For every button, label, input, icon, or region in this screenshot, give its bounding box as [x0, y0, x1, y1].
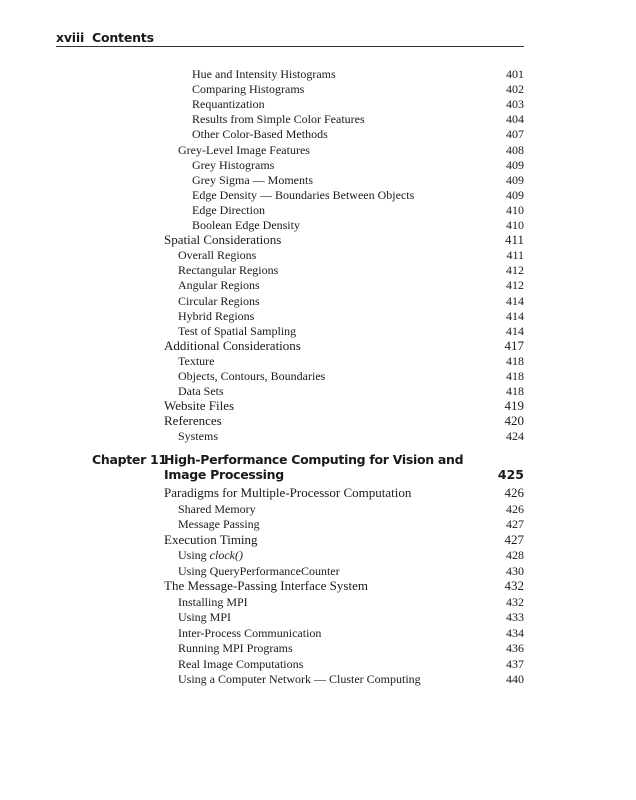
toc-entry-title: Texture	[178, 353, 215, 368]
toc-entry	[178, 640, 524, 656]
toc-entry-page: 410	[506, 218, 524, 232]
toc-entry-title: Boolean Edge Density	[192, 218, 300, 232]
toc-entry-title: Objects, Contours, Boundaries	[178, 369, 326, 383]
toc-entry	[178, 277, 524, 293]
toc-entry-title: Test of Spatial Sampling	[178, 323, 297, 338]
toc-entry-page: 419	[504, 398, 524, 414]
toc-entry-title: The Message-Passing Interface System	[164, 578, 368, 593]
toc-entry-title: Using clock()	[178, 548, 243, 562]
toc-entry	[164, 413, 524, 429]
toc-entry	[178, 142, 524, 158]
toc-entry-title: Installing MPI	[178, 594, 248, 609]
toc-entry-title: Comparing Histograms	[192, 82, 305, 97]
toc-entry	[178, 501, 524, 517]
toc-entry-title: Running MPI Programs	[178, 641, 293, 655]
toc-entry	[178, 293, 524, 309]
toc-entry-page: 418	[506, 384, 524, 399]
toc-entry-page: 440	[506, 672, 524, 686]
toc-entry-page: 411	[506, 248, 524, 263]
chapter-title: High-Performance Computing for Vision and Image Processing	[164, 452, 464, 482]
toc-entry	[164, 398, 524, 414]
toc-entry-page: 414	[506, 293, 524, 308]
toc-entry-page: 407	[506, 127, 524, 142]
toc-entry-page: 418	[506, 369, 524, 383]
toc-entry	[178, 609, 524, 625]
toc-entry-page: 409	[506, 187, 524, 202]
toc-entry-page: 432	[506, 594, 524, 609]
toc-entry-title: Spatial Considerations	[164, 232, 282, 248]
toc-entry	[192, 81, 524, 97]
toc-entry	[178, 563, 524, 579]
toc-entry	[178, 353, 524, 369]
toc-entry	[178, 428, 524, 444]
toc-entry	[178, 247, 524, 263]
toc-entry	[192, 217, 524, 233]
toc-entry-page: 428	[506, 548, 524, 562]
page-number: xviii	[56, 30, 85, 45]
toc-entry-title: References	[164, 413, 222, 429]
toc-entry-title: Grey Histograms	[192, 157, 275, 172]
toc-entry-title: Angular Regions	[178, 278, 260, 293]
toc-entry	[192, 187, 524, 203]
toc-entry-page: 411	[504, 232, 524, 248]
toc-entry	[178, 323, 524, 339]
toc-entry-page: 424	[506, 429, 524, 444]
toc-entry	[192, 111, 524, 127]
toc-entry-title: Requantization	[192, 97, 265, 112]
toc-entry-page: 414	[506, 308, 524, 323]
toc-entry-title: Using MPI	[178, 610, 232, 624]
toc-entry-page: 414	[506, 323, 524, 338]
toc-entry-page: 401	[506, 67, 524, 81]
toc-entry	[178, 308, 524, 324]
toc-entry-page: 403	[506, 97, 524, 112]
toc-entry	[178, 262, 524, 278]
toc-entry	[192, 96, 524, 112]
toc-entry-title: Website Files	[164, 398, 235, 414]
toc-entry-title: Rectangular Regions	[178, 263, 279, 278]
toc-entry-title: Other Color-Based Methods	[192, 127, 328, 142]
toc-entry-title: Real Image Computations	[178, 656, 304, 671]
toc-entry-page: 408	[506, 142, 524, 157]
toc-entry-page: 409	[506, 172, 524, 187]
toc-entry	[192, 157, 524, 173]
toc-entry-title: Inter-Process Communication	[178, 625, 322, 640]
toc-entry-title: Execution Timing	[164, 531, 258, 547]
header-title: Contents	[92, 30, 154, 45]
toc-entry	[164, 578, 524, 594]
toc-entry-title: Shared Memory	[178, 501, 256, 516]
toc-entry-title: Grey Sigma — Moments	[192, 172, 313, 187]
toc-entry	[178, 594, 524, 610]
toc-entry	[178, 656, 524, 672]
toc-entry-title: Hue and Intensity Histograms	[192, 67, 336, 81]
toc-entry-title: Circular Regions	[178, 293, 260, 308]
toc-entry-page: 410	[506, 202, 524, 217]
toc-entry-title: Systems	[178, 429, 219, 444]
toc-entry-page: 412	[506, 278, 524, 293]
toc-entry-page: 426	[506, 501, 524, 516]
toc-entry	[164, 485, 524, 501]
toc-entry-title: Edge Direction	[192, 202, 265, 217]
toc-entry-title: Using a Computer Network — Cluster Computing	[178, 672, 421, 686]
toc-entry-page: 420	[504, 413, 524, 429]
chapter-page-number: 425	[497, 467, 524, 482]
toc-entry-page: 432	[504, 578, 524, 593]
toc-entry	[178, 368, 524, 384]
toc-entry-page: 404	[506, 112, 524, 127]
toc-entry	[178, 516, 524, 532]
toc-entry	[192, 66, 524, 82]
toc-entry-page: 418	[506, 353, 524, 368]
toc-entry	[178, 547, 524, 563]
toc-entry-page: 427	[506, 517, 524, 531]
toc-entry-page: 412	[506, 263, 524, 278]
toc-entry-title: Additional Considerations	[164, 337, 301, 353]
toc-entry	[178, 625, 524, 641]
toc-entry	[178, 671, 524, 687]
toc-entry-title: Grey-Level Image Features	[178, 142, 310, 157]
toc-entry-page: 409	[506, 157, 524, 172]
chapter-label: Chapter 11	[92, 452, 167, 467]
toc-entry-title: Results from Simple Color Features	[192, 112, 365, 127]
toc-entry-title: Edge Density — Boundaries Between Objects	[192, 187, 415, 202]
toc-entry-page: 433	[506, 610, 524, 624]
toc-entry-title: Overall Regions	[178, 248, 257, 263]
toc-entry-page: 436	[506, 641, 524, 655]
toc-entry-title: Data Sets	[178, 384, 224, 399]
toc-entry	[192, 202, 524, 218]
toc-entry-title: Paradigms for Multiple-Processor Computation	[164, 485, 412, 500]
toc-entry-title: Using QueryPerformanceCounter	[178, 563, 340, 578]
toc-entry	[192, 126, 524, 142]
toc-entry	[178, 383, 524, 399]
toc-entry-title: Message Passing	[178, 517, 260, 531]
toc-entry	[164, 532, 524, 548]
toc-entry-page: 430	[506, 563, 524, 578]
toc-entry-page: 437	[506, 656, 524, 671]
toc-entry-page: 434	[506, 625, 524, 640]
toc-entry-page: 426	[504, 485, 524, 500]
toc-entry-page: 417	[504, 337, 524, 353]
toc-entry-title: Hybrid Regions	[178, 308, 255, 323]
toc-entry	[192, 172, 524, 188]
toc-entry	[164, 338, 524, 354]
toc-entry	[164, 232, 524, 248]
toc-entry-page: 427	[504, 531, 524, 547]
toc-entry-page: 402	[506, 82, 524, 97]
